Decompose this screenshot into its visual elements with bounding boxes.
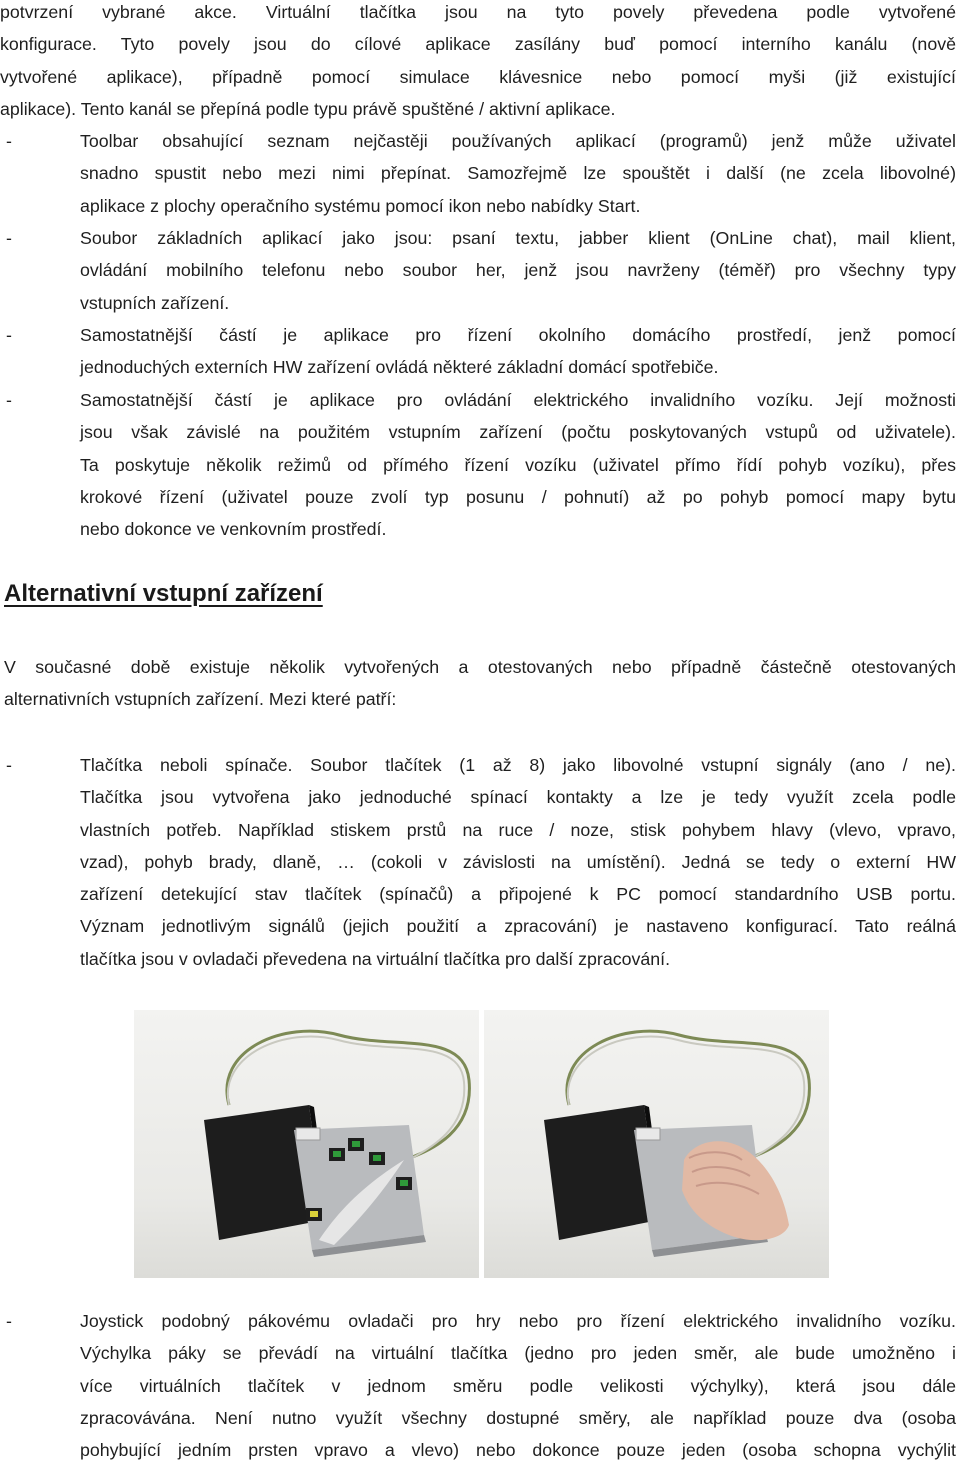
bullet-line: jsou však závislé na použitém vstupním zařízení (počtu poskytovaných vstupů od uživatele).: [80, 422, 956, 443]
intro-line-4: aplikace). Tento kanál se přepíná podle typu právě spuštěné / aktivní aplikace.: [0, 98, 616, 119]
bullet-line: Toolbar obsahující seznam nejčastěji používaných aplikací (programů) jenž může uživatel: [80, 131, 956, 151]
intro-line-3: vytvořené aplikace), případně pomocí simulace klávesnice nebo pomocí myši (již existující: [0, 66, 956, 87]
bullet-dash: -: [6, 228, 12, 248]
bullet-line: tlačítka jsou v ovladači převedena na virtuální tlačítka pro další zpracování.: [80, 948, 671, 969]
bullet-line: ovládání mobilního telefonu nebo soubor her, jenž jsou navrženy (téměř) pro všechny typy: [80, 260, 956, 281]
bullet-line: vlastních potřeb. Například stiskem prstů na ruce / noze, stisk pohybem hlavy (vlevo, vpravo,: [80, 819, 956, 840]
bullet-dash: -: [6, 390, 12, 410]
bullet-line: jednoduchých externích HW zařízení ovládá některé základní domácí spotřebiče.: [80, 357, 719, 378]
bullet-line: Význam jednotlivým signálů (jejich použití a zpracování) je nastaveno konfigurací. Tato reálná: [80, 916, 956, 937]
bullet-line: nebo dokonce ve venkovním prostředí.: [80, 519, 387, 540]
intro-line-2: konfigurace. Tyto povely jsou do cílové aplikace zasílány buď pomocí interního kanálu (nově: [0, 34, 956, 55]
section-intro-line: alternativních vstupních zařízení. Mezi které patří:: [4, 689, 397, 710]
bullet-line: vzad), pohyb brady, dlaně, … (cokoli v závislosti na umístění). Jedná se tedy o externí HW: [80, 851, 956, 872]
bullet-line: Joystick podobný pákovému ovladači pro hry nebo pro řízení elektrického invalidního vozíku.: [80, 1311, 956, 1331]
bullet-dash: -: [6, 1311, 12, 1331]
bullet-line: zařízení detekující stav tlačítek (spínačů) a připojené k PC pomocí standardního USB portu.: [80, 884, 956, 905]
bullet-dash: -: [6, 755, 12, 775]
bullet-line: krokové řízení (uživatel pouze zvolí typ posunu / pohnutí) až po pohyb pomocí mapy bytu: [80, 486, 956, 507]
bullet-line: Soubor základních aplikací jako jsou: psaní textu, jabber klient (OnLine chat), mail klient,: [80, 228, 956, 248]
bullet-line: Samostatnější částí je aplikace pro ovládání elektrického invalidního vozíku. Její možnosti: [80, 390, 956, 410]
photo-button-panel-with-hand: [484, 1010, 829, 1278]
bullet-line: více virtuálních tlačítek v jednom směru podle velikosti výchylky), která jsou dále: [80, 1375, 956, 1396]
bullet-line: Samostatnější částí je aplikace pro řízení okolního domácího prostředí, jenž pomocí: [80, 325, 956, 345]
bullet-line: vstupních zařízení.: [80, 292, 230, 313]
bullet-line: Tlačítka jsou vytvořena jako jednoduché spínací kontakty a lze je tedy využít zcela podle: [80, 787, 956, 808]
bullet-line: Tlačítka neboli spínače. Soubor tlačítek (1 až 8) jako libovolné vstupní signály (ano / ne).: [80, 755, 956, 775]
intro-paragraph: [0, 0, 956, 125]
section-heading: Alternativní vstupní zařízení: [4, 580, 323, 607]
section-intro-line: V současné době existuje několik vytvořených a otestovaných nebo případně částečně otestovaných: [4, 657, 956, 677]
bullet-line: zpracovávána. Není nutno využít všechny dostupné směry, ale například pouze dva (osoba: [80, 1407, 956, 1428]
intro-line-1: potvrzení vybrané akce. Virtuální tlačítka jsou na tyto povely převedena podle vytvořené: [0, 2, 956, 22]
photo-button-panel: [134, 1010, 479, 1278]
section-intro: [4, 651, 956, 716]
bullet-line: Ta poskytuje několik režimů od přímého řízení vozíku (uživatel přímo řídí pohyb vozíku), přes: [80, 454, 956, 475]
photo-button-panel-with-hand-drawing: [484, 1010, 829, 1278]
bullet-line: snadno spustit nebo mezi nimi přepínat. Samozřejmě lze spouštět i další (ne zcela libovolné): [80, 163, 956, 184]
photo-button-panel-drawing: [134, 1010, 479, 1278]
bullet-dash: -: [6, 325, 12, 345]
bullet-line: Výchylka páky se převádí na virtuální tlačítka (jedno pro jeden směr, ale bude umožněno i: [80, 1343, 956, 1364]
bullet-line: pohybující jedním prsten vpravo a vlevo) nebo dokonce pouze jeden (osoba schopna vychýlit: [80, 1440, 956, 1461]
bullet-dash: -: [6, 131, 12, 151]
bullet-line: aplikace z plochy operačního systému pomocí ikon nebo nabídky Start.: [80, 195, 641, 216]
